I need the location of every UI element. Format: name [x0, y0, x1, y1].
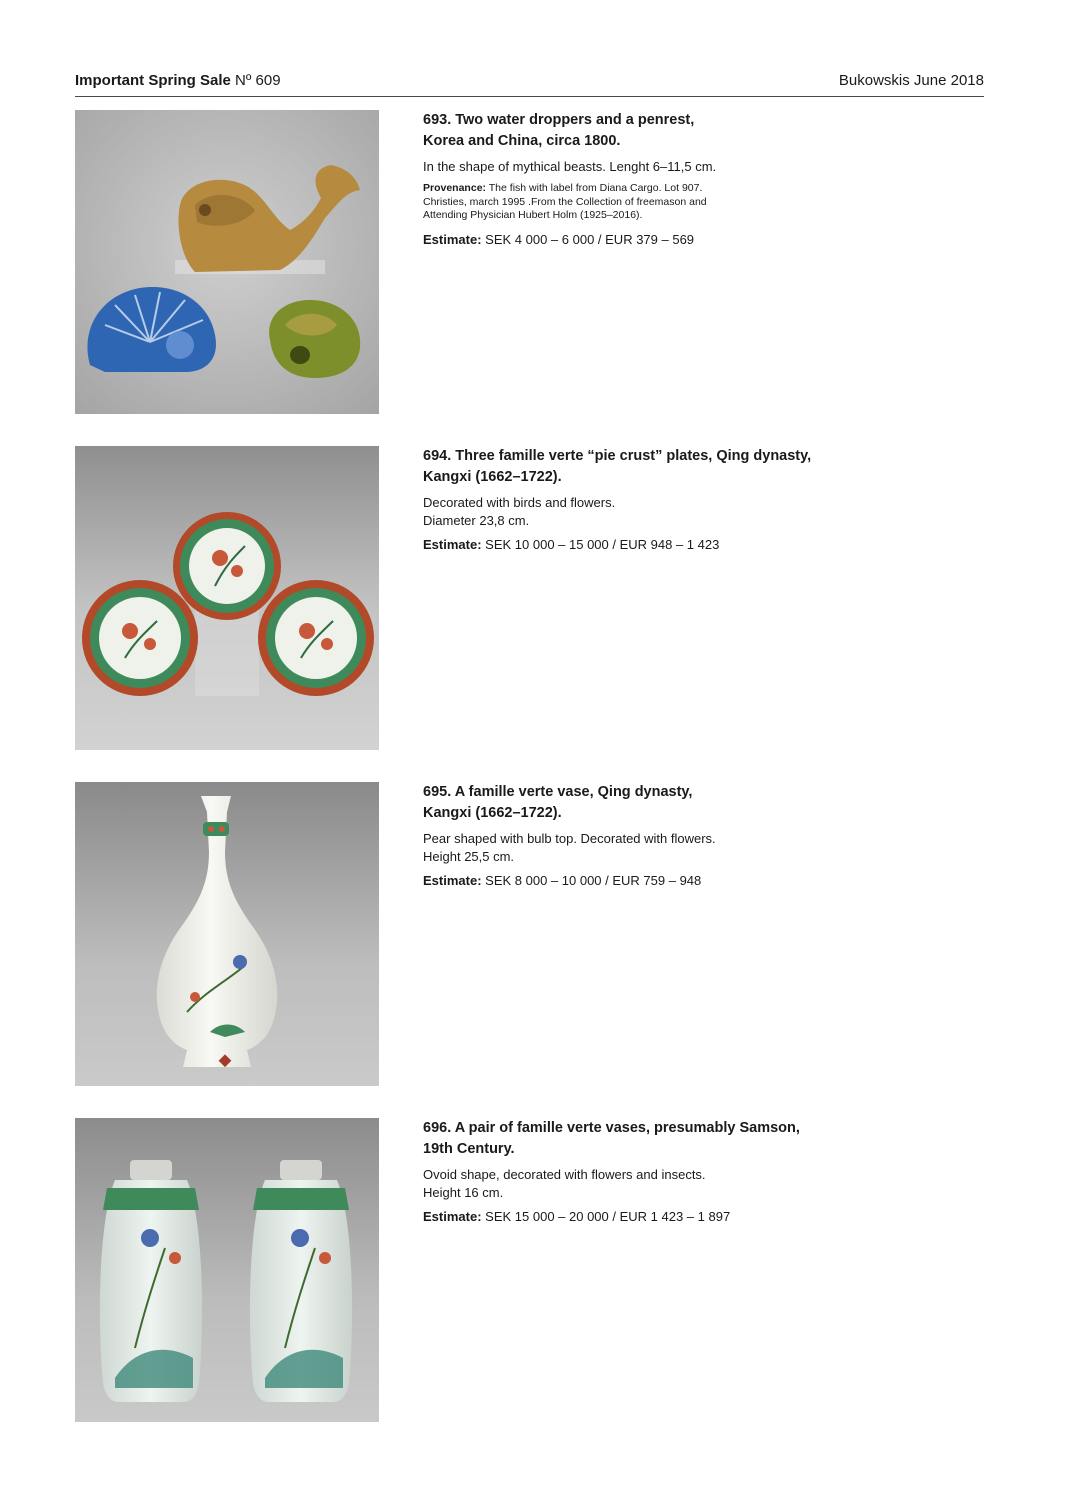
lot-title [423, 446, 843, 488]
estimate-value: SEK 15 000 – 20 000 / EUR 1 423 – 1 897 [485, 1209, 731, 1224]
desc-line: Height 25,5 cm. [423, 849, 515, 864]
lot-695-photo[interactable] [75, 782, 379, 1086]
lot-estimate [423, 1208, 843, 1226]
title-line: Korea and China, circa 1800. [423, 133, 621, 149]
provenance-label: Provenance: [423, 182, 487, 194]
sale-date: Bukowskis June 2018 [838, 72, 984, 89]
estimate-value: SEK 10 000 – 15 000 / EUR 948 – 1 423 [485, 537, 720, 552]
lot-title [423, 1118, 843, 1160]
desc-line: Height 16 cm. [423, 1185, 504, 1200]
provenance-line: The fish with label from Diana Cargo. Lot 907. [488, 182, 703, 194]
desc-line: Pear shaped with bulb top. Decorated with flowers. [423, 831, 716, 846]
estimate-label: Estimate: [423, 231, 482, 247]
water-droppers-image [75, 110, 379, 414]
sale-name: Important Spring Sale [75, 72, 231, 89]
vase-left [100, 1160, 202, 1402]
lot-693-text [423, 110, 843, 249]
title-line: Kangxi (1662–1722). [423, 469, 562, 485]
lot-description [423, 158, 843, 176]
desc-line: Decorated with birds and flowers. [423, 495, 616, 510]
lot-estimate [423, 231, 843, 249]
desc-line: Diameter 23,8 cm. [423, 513, 530, 528]
plates-image [75, 446, 379, 750]
pair-of-vases-image [75, 1118, 379, 1422]
lot-694-photo[interactable] [75, 446, 379, 750]
title-line: 695. A famille verte vase, Qing dynasty, [423, 784, 693, 800]
lot-description [423, 494, 843, 530]
lot-696 [75, 1118, 984, 1422]
lot-description [423, 1166, 843, 1202]
lot-description [423, 830, 843, 866]
lot-693 [75, 110, 984, 414]
title-line: 693. Two water droppers and a penrest, [423, 112, 695, 128]
desc-line: In the shape of mythical beasts. Lenght 6–11,5 cm. [423, 159, 717, 174]
sale-title [75, 72, 281, 90]
lot-title [423, 110, 843, 152]
plate-right [258, 580, 374, 696]
lot-694 [75, 446, 984, 750]
plate-left [82, 580, 198, 696]
lot-provenance [423, 182, 843, 223]
provenance-line: Attending Physician Hubert Holm (1925–2016). [423, 209, 643, 221]
estimate-value: SEK 8 000 – 10 000 / EUR 759 – 948 [485, 873, 702, 888]
lot-estimate [423, 536, 843, 554]
estimate-value: SEK 4 000 – 6 000 / EUR 379 – 569 [485, 231, 695, 247]
title-line: 19th Century. [423, 1141, 515, 1157]
vase-right [250, 1160, 352, 1402]
title-line: 696. A pair of famille verte vases, presumably Samson, [423, 1120, 800, 1136]
vase-image [75, 782, 379, 1086]
estimate-label: Estimate: [423, 537, 482, 552]
title-line: Kangxi (1662–1722). [423, 805, 562, 821]
sale-number: Nº 609 [235, 72, 281, 89]
lot-title [423, 782, 843, 824]
lot-estimate [423, 872, 843, 890]
lot-695 [75, 782, 984, 1086]
estimate-label: Estimate: [423, 873, 482, 888]
lot-696-photo[interactable] [75, 1118, 379, 1422]
lot-693-photo[interactable] [75, 110, 379, 414]
lot-696-text [423, 1118, 843, 1226]
desc-line: Ovoid shape, decorated with flowers and insects. [423, 1167, 706, 1182]
lot-694-text [423, 446, 843, 554]
provenance-line: Christies, march 1995 .From the Collection of freemason and [423, 195, 707, 208]
plate-top [173, 512, 281, 620]
title-line: 694. Three famille verte “pie crust” plates, Qing dynasty, [423, 448, 812, 464]
lot-695-text [423, 782, 843, 890]
estimate-label: Estimate: [423, 1209, 482, 1224]
page-header [75, 72, 984, 97]
